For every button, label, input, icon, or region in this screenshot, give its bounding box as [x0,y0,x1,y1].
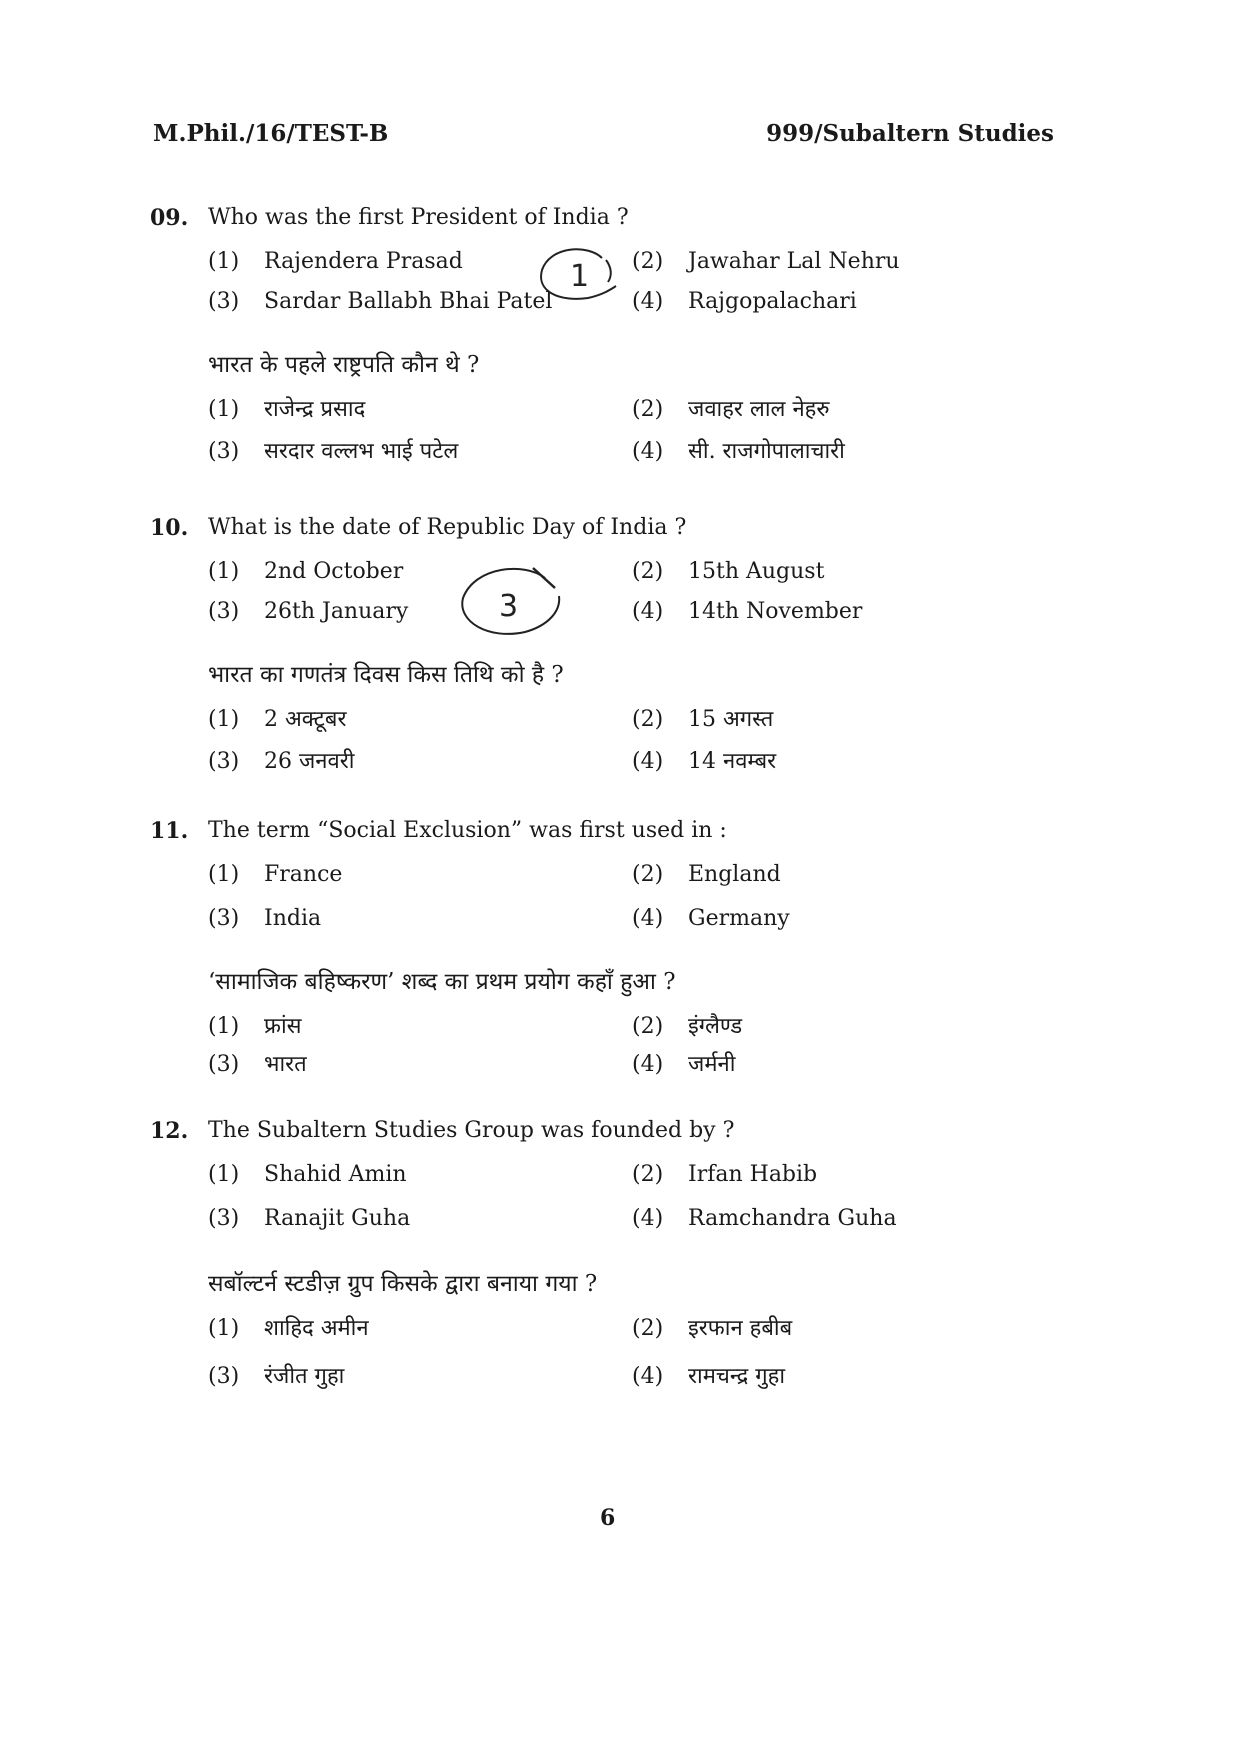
question-number: 10. [150,515,189,541]
hindi-option-1: (1) 2 अक्टूबर [208,707,347,732]
hindi-option-2: (2) इरफान हबीब [632,1316,793,1341]
question-10 [150,515,1050,785]
hindi-option-2: (2) इंग्लैण्ड [632,1014,743,1039]
option-1: (1) Rajendera Prasad [208,249,463,274]
hindi-option-3: (3) 26 जनवरी [208,749,355,774]
question-12 [150,1118,1050,1402]
header-right: 999/Subaltern Studies [766,120,1054,147]
question-text: The Subaltern Studies Group was founded by ? [208,1118,735,1143]
hindi-option-2: (2) 15 अगस्त [632,707,774,732]
option-3: (3) Sardar Ballabh Bhai Patel [208,289,553,314]
question-number: 09. [150,205,189,231]
question-text: What is the date of Republic Day of India ? [208,515,687,540]
option-4: (4) Ramchandra Guha [632,1206,897,1231]
option-2: (2) 15th August [632,559,825,584]
hindi-option-2: (2) जवाहर लाल नेहरु [632,397,830,422]
hindi-option-3: (3) सरदार वल्लभ भाई पटेल [208,439,459,464]
option-2: (2) Irfan Habib [632,1162,818,1187]
option-3: (3) Ranajit Guha [208,1206,411,1231]
question-text: Who was the first President of India ? [208,205,629,230]
hindi-option-4: (4) 14 नवम्बर [632,749,777,774]
handwritten-answer-mark [455,560,575,650]
option-1: (1) France [208,862,343,887]
question-text-hindi: सबॉल्टर्न स्टडीज़ ग्रुप किसके द्वारा बनाया गया ? [208,1271,598,1297]
option-2: (2) England [632,862,781,887]
option-4: (4) 14th November [632,599,863,624]
hindi-option-4: (4) जर्मनी [632,1052,736,1077]
option-2: (2) Jawahar Lal Nehru [632,249,900,274]
hindi-option-1: (1) राजेन्द्र प्रसाद [208,397,366,422]
svg-text:1: 1 [570,259,590,294]
option-1: (1) Shahid Amin [208,1162,407,1187]
question-text-hindi: ‘सामाजिक बहिष्करण’ शब्द का प्रथम प्रयोग कहाँ हुआ ? [208,969,676,995]
question-text-hindi: भारत के पहले राष्ट्रपति कौन थे ? [208,352,480,378]
option-1: (1) 2nd October [208,559,404,584]
hindi-option-3: (3) भारत [208,1052,307,1077]
hindi-option-4: (4) रामचन्द्र गुहा [632,1364,786,1389]
question-text-hindi: भारत का गणतंत्र दिवस किस तिथि को है ? [208,662,564,688]
header-left: M.Phil./16/TEST-B [153,120,389,147]
option-4: (4) Germany [632,906,790,931]
handwritten-answer-mark [530,240,620,320]
question-text: The term “Social Exclusion” was first used in : [208,818,727,843]
option-3: (3) 26th January [208,599,409,624]
question-11 [150,818,1050,1092]
option-4: (4) Rajgopalachari [632,289,857,314]
hindi-option-1: (1) शाहिद अमीन [208,1316,369,1341]
page-number: 6 [600,1505,616,1531]
question-number: 11. [150,818,189,844]
svg-text:3: 3 [499,589,519,624]
hindi-option-1: (1) फ्रांस [208,1014,302,1039]
option-3: (3) India [208,906,322,931]
hindi-option-3: (3) रंजीत गुहा [208,1364,345,1389]
question-number: 12. [150,1118,189,1144]
hindi-option-4: (4) सी. राजगोपालाचारी [632,439,845,464]
